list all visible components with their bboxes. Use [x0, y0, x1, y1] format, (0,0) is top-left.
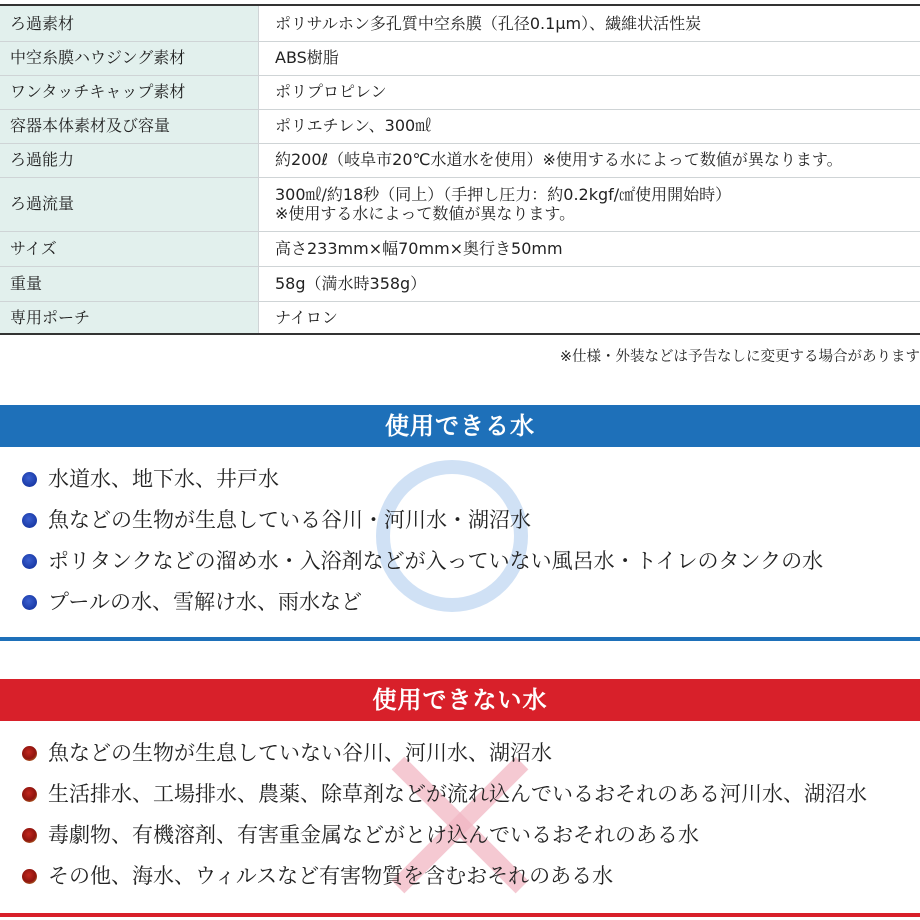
list-item — [0, 815, 920, 856]
spec-label: ワンタッチキャップ素材 — [0, 75, 259, 109]
unusable-water-header: 使用できない水 — [0, 679, 920, 721]
usable-water-list — [0, 459, 920, 623]
spec-row-pouch — [0, 301, 920, 334]
spec-value: 300㎖/約18秒（同上）（手押し圧力：約0.2kgf/㎠使用開始時） ※使用する水によって数値が異なります。 — [259, 177, 920, 231]
list-item-text: 毒劇物、有機溶剤、有害重金属などがとけ込んでいるおそれのある水 — [48, 823, 699, 847]
list-item-text: 水道水、地下水、井戸水 — [48, 467, 279, 491]
spec-row-filter-capacity — [0, 143, 920, 177]
red-dot-icon — [22, 787, 37, 802]
spec-row-housing-material — [0, 41, 920, 75]
spec-label: ろ過流量 — [0, 177, 259, 231]
blue-dot-icon — [22, 554, 37, 569]
list-item — [0, 500, 920, 541]
spec-label: ろ過素材 — [0, 5, 259, 41]
blue-dot-icon — [22, 472, 37, 487]
blue-dot-icon — [22, 595, 37, 610]
list-item — [0, 582, 920, 623]
spec-value: 高さ233mm×幅70mm×奥行き50mm — [259, 231, 920, 266]
list-item-text: 魚などの生物が生息していない谷川、河川水、湖沼水 — [48, 741, 552, 765]
spec-table — [0, 4, 920, 335]
usable-section-divider — [0, 637, 920, 641]
spec-value: ポリプロピレン — [259, 75, 920, 109]
list-item-text: その他、海水、ウィルスなど有害物質を含むおそれのある水 — [48, 864, 614, 888]
spec-row-container — [0, 109, 920, 143]
spec-value: 58g（満水時358g） — [259, 266, 920, 301]
spec-value: ポリエチレン、300㎖ — [259, 109, 920, 143]
red-dot-icon — [22, 746, 37, 761]
spec-row-size — [0, 231, 920, 266]
unusable-section-divider — [0, 913, 920, 917]
list-item-text: プールの水、雪解け水、雨水など — [48, 590, 362, 614]
spec-label: 重量 — [0, 266, 259, 301]
spec-value: ポリサルホン多孔質中空糸膜（孔径0.1μm）、繊維状活性炭 — [259, 5, 920, 41]
spec-disclaimer: ※仕様・外装などは予告なしに変更する場合があります — [559, 349, 920, 365]
list-item — [0, 541, 920, 582]
list-item-text: 生活排水、工場排水、農薬、除草剤などが流れ込んでいるおそれのある河川水、湖沼水 — [48, 782, 867, 806]
red-dot-icon — [22, 869, 37, 884]
list-item — [0, 774, 920, 815]
spec-value: 約200ℓ（岐阜市20℃水道水を使用）※使用する水によって数値が異なります。 — [259, 143, 920, 177]
spec-value: ABS樹脂 — [259, 41, 920, 75]
usable-water-header: 使用できる水 — [0, 405, 920, 447]
list-item — [0, 856, 920, 897]
spec-value: ナイロン — [275, 307, 338, 327]
spec-label: 容器本体素材及び容量 — [0, 109, 259, 143]
spec-row-flow-rate — [0, 177, 920, 231]
list-item-text: ポリタンクなどの溜め水・入浴剤などが入っていない風呂水・トイレのタンクの水 — [48, 549, 824, 573]
blue-dot-icon — [22, 513, 37, 528]
spec-label: 専用ポーチ — [0, 301, 259, 334]
spec-row-weight — [0, 266, 920, 301]
unusable-water-list — [0, 733, 920, 897]
spec-label: ろ過能力 — [0, 143, 259, 177]
list-item — [0, 733, 920, 774]
list-item — [0, 459, 920, 500]
spec-label: サイズ — [0, 231, 259, 266]
spec-row-cap-material — [0, 75, 920, 109]
spec-row-filter-material — [0, 5, 920, 41]
list-item-text: 魚などの生物が生息している谷川・河川水・湖沼水 — [48, 508, 531, 532]
red-dot-icon — [22, 828, 37, 843]
spec-label: 中空糸膜ハウジング素材 — [0, 41, 259, 75]
